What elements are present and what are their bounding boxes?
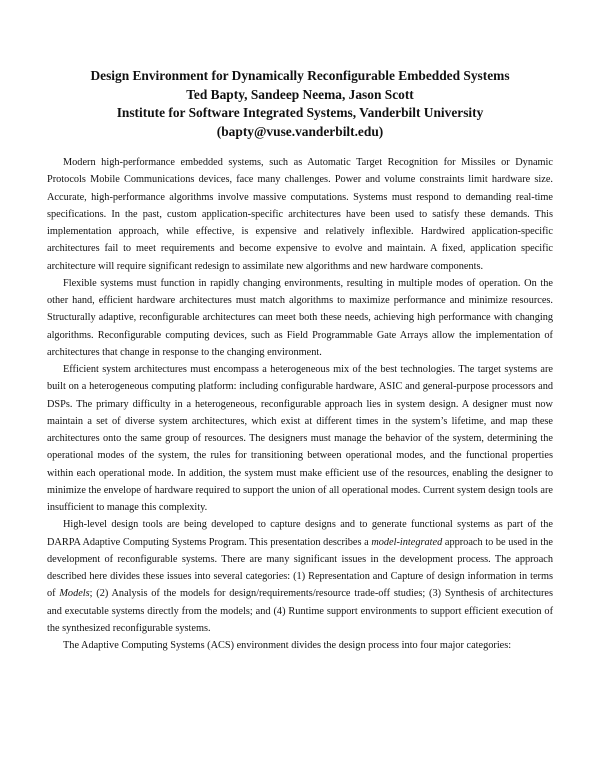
paragraph-4-part-c: ; (2) Analysis of the models for design/requirements/resource trade-off studies; (3) Synthesis of architectures and executable systems directly from the models; and (4) Runtime support environments to support efficient execution of the synthesized reconfigurable systems. — [47, 588, 553, 634]
emphasis-models: Models — [59, 588, 90, 600]
paragraph-1: Modern high-performance embedded systems, such as Automatic Target Recognition for Missiles or Dynamic Protocols Mobile Communications devices, face many challenges. Power and volume constraints limit hardware size. Accurate, high-performance algorithms involve massive computations. Systems must respond to demanding real-time specifications. In the past, custom application-specific architectures have been used to satisfy these demands. This implementation approach, while effective, is expensive and relatively inflexible. Hardwired application-specific architectures fail to meet requirements and become expensive to evolve and maintain. A fixed, application specific architecture will require significant redesign to assimilate new algorithms and new hardware components. — [47, 157, 553, 272]
author-list: Ted Bapty, Sandeep Neema, Jason Scott — [186, 86, 414, 102]
paragraph-4 — [47, 516, 553, 637]
paragraph-4-part-b: approach to be used in the development of reconfigurable systems. There are many significant issues in the development process. The approach described here divides these issues into several categories: (1) Representation and Capture of design information in terms of — [47, 536, 553, 600]
paragraph-2: Flexible systems must function in rapidly changing environments, resulting in multiple modes of operation. On the other hand, efficient hardware architectures must match algorithms to maximize performance and minimize resources. Structurally adaptive, reconfigurable architectures can meet both these needs, achieving high performance with changing algorithms. Reconfigurable computing devices, such as Field Programmable Gate Arrays allow the implementation of architectures that change in response to the changing environment. — [47, 277, 553, 358]
paper-body — [47, 154, 553, 654]
paragraph-4-part-a: High-level design tools are being developed to capture designs and to generate functional systems as part of the DARPA Adaptive Computing Systems Program. This presentation describes a — [47, 519, 553, 548]
contact-email: (bapty@vuse.vanderbilt.edu) — [216, 124, 384, 140]
affiliation: Institute for Software Integrated Systems, Vanderbilt University — [116, 105, 484, 121]
paragraph-5: The Adaptive Computing Systems (ACS) environment divides the design process into four major categories: — [63, 640, 512, 651]
paper-header — [0, 67, 600, 142]
emphasis-model-integrated: model-integrated — [371, 536, 443, 548]
paragraph-3: Efficient system architectures must encompass a heterogeneous mix of the best technologies. The target systems are built on a heterogeneous computing platform: including configurable hardware, ASIC and general-purpose processors and DSPs. The primary difficulty in a heterogeneous, reconfigurable approach lies in system design. A designer must now maintain a set of diverse system architectures, which exist at different times in the system’s lifetime, and map these architectures onto the same group of resources. The designers must manage the behavior of the system, determining the operational modes of the system, the rules for transitioning between operational modes, and the functional properties within each operational mode. In addition, the system must make efficient use of the resources, enabling the designer to minimize the envelope of hardware required to support the union of all operational modes. Current system design tools are insufficient to manage this complexity. — [47, 364, 553, 513]
paper-title: Design Environment for Dynamically Reconfigurable Embedded Systems — [90, 68, 510, 83]
